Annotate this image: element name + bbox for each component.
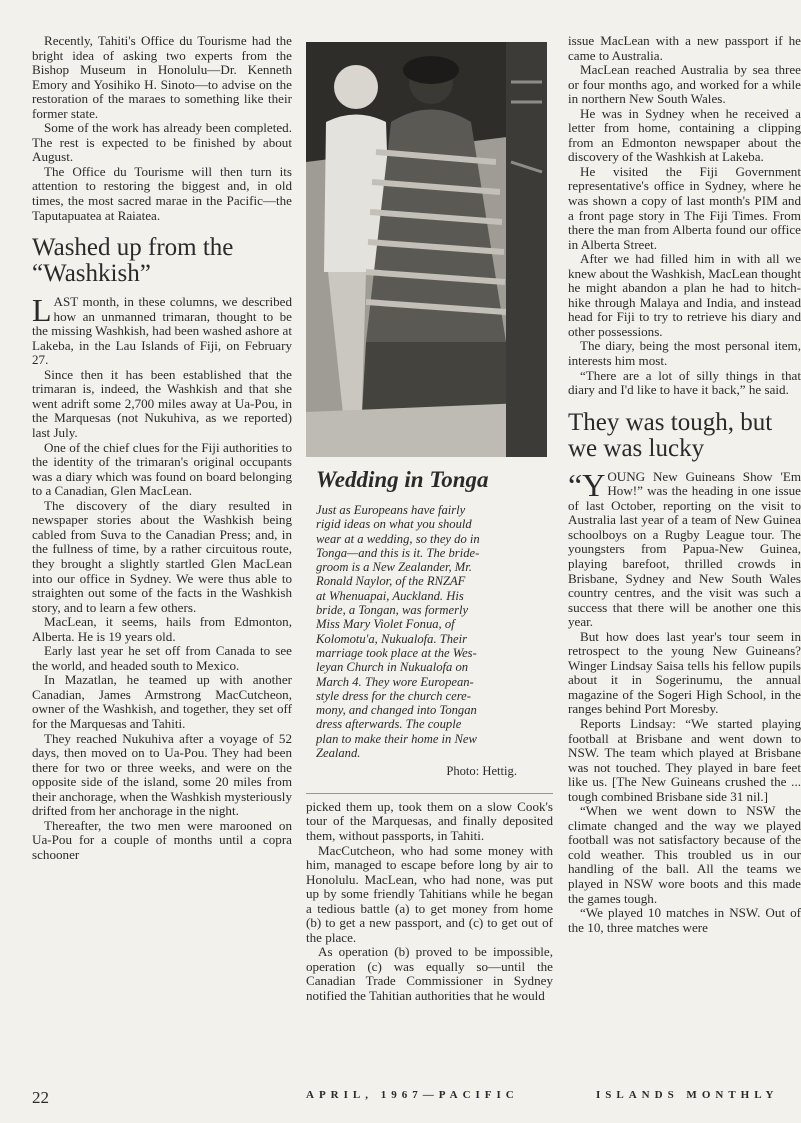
article-paragraph: Some of the work has already been completed. The rest is expected to be finished by about August. bbox=[32, 120, 292, 165]
lead-text: OUNG New Guineans Show 'Em How!” was the heading in one issue of last October, reporting on the visit to Australia last year of a team of New Guinea schoolboys on a Rugby League tour. The youngsters from Papua-New Guinea, playing barefoot, thrilled crowds in Brisbane, Sydney and New South Wales country centres, and the visit was such a success that there will be another one this year. bbox=[568, 468, 801, 630]
caption-line: style dress for the church cere- bbox=[316, 688, 471, 703]
article-paragraph: The discovery of the diary resulted in newspaper stories about the Washkish being cabled from Suva to the Canadian Press; and, in the fullness of time, by a rather circuitous route, they brought a slightly startled Glen MacLean into our office in Sydney. We were thus able to straighten out some of the facts in the Washkish story, and to learn a few others. bbox=[32, 497, 292, 615]
article-paragraph: As operation (b) proved to be impossible, operation (c) was equally so—until the Canadian Trade Commissioner in Sydney notified the Tahitian authorities that he would bbox=[306, 944, 553, 1003]
article-paragraph: “When we went down to NSW the climate changed and the way we played football was not satisfactory because of the cold weather. This troubled us in our handling of the ball. All the teams we played in NSW wore boots and this made the games tough. bbox=[568, 803, 801, 906]
photo-caption bbox=[316, 503, 549, 760]
article-paragraph: After we had filled him in with all we knew about the Washkish, MacLean thought he might abandon a plan he had to hitch-hike through Malaya and India, and instead head for Fiji to try to retrieve his diary and other possessions. bbox=[568, 251, 801, 339]
caption-line: rigid ideas on what you should bbox=[316, 517, 472, 532]
caption-line: groom is a New Zealander, Mr. bbox=[316, 560, 472, 575]
article-headline-rugby: They was tough, but we was lucky bbox=[568, 408, 773, 462]
caption-title: Wedding in Tonga bbox=[316, 467, 489, 492]
article-paragraph: MacCutcheon, who had some money with him, managed to escape before long by air to Honolulu. MacLean, who had none, was put up by some friendly Tahitians while he began a tedious battle (a) to get money from home (b) to get a new passport, and (c) to get out of the place. bbox=[306, 842, 553, 945]
left-column bbox=[32, 34, 292, 862]
page-number: 22 bbox=[32, 1088, 49, 1107]
divider bbox=[306, 793, 553, 794]
lead-text: AST month, in these columns, we described how an unmanned trimaran, thought to be the missing Washkish, had been washed ashore at Lakeba, in the Lau Islands of Fiji, on February 27. bbox=[32, 294, 292, 368]
article-paragraph: MacLean reached Australia by sea three or four months ago, and worked for a while in northern New South Wales. bbox=[568, 62, 801, 107]
article-headline-washkish: Washed up from the “Washkish” bbox=[32, 234, 234, 288]
article-paragraph: “We played 10 matches in NSW. Out of the 10, three matches were bbox=[568, 905, 801, 935]
article-paragraph: “There are a lot of silly things in that diary and I'd like to have it back,” he said. bbox=[568, 367, 801, 398]
article-paragraph: Early last year he set off from Canada to see the world, and headed south to Mexico. bbox=[32, 643, 292, 673]
caption-line: bride, a Tongan, was formerly bbox=[316, 603, 469, 618]
article-paragraph: The diary, being the most personal item, interests him most. bbox=[568, 338, 801, 369]
article-paragraph: In Mazatlan, he teamed up with another Canadian, James Armstrong MacCutcheon, owner of the Washkish, and together, they set off for the Marquesas and Tahiti. bbox=[32, 672, 292, 731]
wedding-couple-image bbox=[306, 42, 547, 457]
caption-line: leyan Church in Nukualofa on bbox=[316, 660, 469, 675]
caption-line: Zealand. bbox=[316, 746, 361, 761]
article-paragraph: MacLean, it seems, hails from Edmonton, Alberta. He is 19 years old. bbox=[32, 614, 292, 644]
drop-cap-letter: Y bbox=[582, 466, 606, 503]
article-paragraph: The Office du Tourisme will then turn its attention to restoring the biggest and, in old times, the most sacred marae in the Pacific—the Taputapuatea at Raiatea. bbox=[32, 163, 292, 223]
caption-line: dress afterwards. The couple bbox=[316, 717, 462, 732]
wedding-photo bbox=[306, 42, 547, 457]
article-paragraph: They reached Nukuhiva after a voyage of 52 days, then moved on to Ua-Pou. They had been there for two or three weeks, and were on the opposite side of the island, some 20 miles from their anchorage, when the Washkish mysteriously drifted from her anchorage in the night. bbox=[32, 730, 292, 819]
article-paragraph: Reports Lindsay: “We started playing football at Brisbane and went down to NSW. The team which played at Brisbane was not touched. They played in bare feet like us. [The New Guineans crushed the ... tough combined Brisbane side 31 nil.] bbox=[568, 715, 801, 804]
caption-line: Tonga—and this is it. The bride- bbox=[316, 545, 480, 560]
caption-line: Ronald Naylor, of the RNZAF bbox=[316, 574, 466, 589]
article-paragraph: One of the chief clues for the Fiji authorities to the identity of the trimaran's original occupants was a diary which was found on board belonging to a Canadian, Glen MacLean. bbox=[32, 439, 292, 499]
article-paragraph: He visited the Fiji Government representative's office in Sydney, where he was shown a copy of last month's PIM and a front page story in The Fiji Times. From there the man from Alberta found our office in Alberta Street. bbox=[568, 163, 801, 252]
right-column bbox=[568, 34, 801, 935]
magazine-name: ISLANDS MONTHLY bbox=[596, 1089, 779, 1101]
article-lead-paragraph bbox=[32, 292, 292, 368]
article-paragraph: Recently, Tahiti's Office du Tourisme had the bright idea of asking two experts from the Bishop Museum in Honolulu—Dr. Kenneth Emory and Yosihiko H. Sinoto—to advise on the restoration of the maraes to something like their former state. bbox=[32, 33, 292, 121]
drop-cap: L bbox=[32, 292, 52, 329]
article-paragraph: He was in Sydney when he received a letter from home, containing a clipping from an Edmonton newspaper about the discovery of the Washkish at Lakeba. bbox=[568, 105, 801, 165]
caption-line: Just as Europeans have fairly bbox=[316, 503, 466, 517]
article-paragraph: Thereafter, the two men were marooned on Ua-Pou for a couple of months until a copra schooner bbox=[32, 817, 292, 862]
issue-date: APRIL, 1967—PACIFIC bbox=[306, 1089, 519, 1101]
caption-line: marriage took place at the Wes- bbox=[316, 645, 477, 660]
caption-line: at Whenuapai, Auckland. His bbox=[316, 588, 464, 603]
caption-line: plan to make their home in New bbox=[316, 731, 477, 746]
article-paragraph: issue MacLean with a new passport if he came to Australia. bbox=[568, 34, 801, 63]
article-paragraph: picked them up, took them on a slow Cook's tour of the Marquesas, and finally deposited them, without passports, in Tahiti. bbox=[306, 798, 553, 843]
article-lead-paragraph bbox=[568, 466, 801, 630]
middle-column-text bbox=[306, 800, 553, 1004]
caption-line: Kolomotu'a, Nukualofa. Their bbox=[316, 631, 468, 646]
article-paragraph: Since then it has been established that the trimaran is, indeed, the Washkish and that she went adrift some 2,700 miles away at Ua-Pou, in the Marquesas (not Nukuhiva, as we reported) last July. bbox=[32, 366, 292, 441]
caption-line: wear at a wedding, so they do in bbox=[316, 531, 480, 546]
drop-cap: “Y bbox=[568, 466, 606, 503]
caption-line: mony, and changed into Tongan bbox=[316, 703, 477, 718]
article-paragraph: But how does last year's tour seem in retrospect to the young New Guineans? Winger Lindsay Saisa tells his fellow pupils about it in Sogerinumu, the annual magazine of the Sogeri High School, in the ranges behind Port Moresby. bbox=[568, 628, 801, 717]
middle-column bbox=[302, 34, 553, 1004]
caption-line: Miss Mary Violet Fonua, of bbox=[316, 617, 455, 632]
caption-line: March 4. They wore European- bbox=[316, 674, 474, 689]
photo-credit: Photo: Hettig. bbox=[446, 764, 517, 779]
